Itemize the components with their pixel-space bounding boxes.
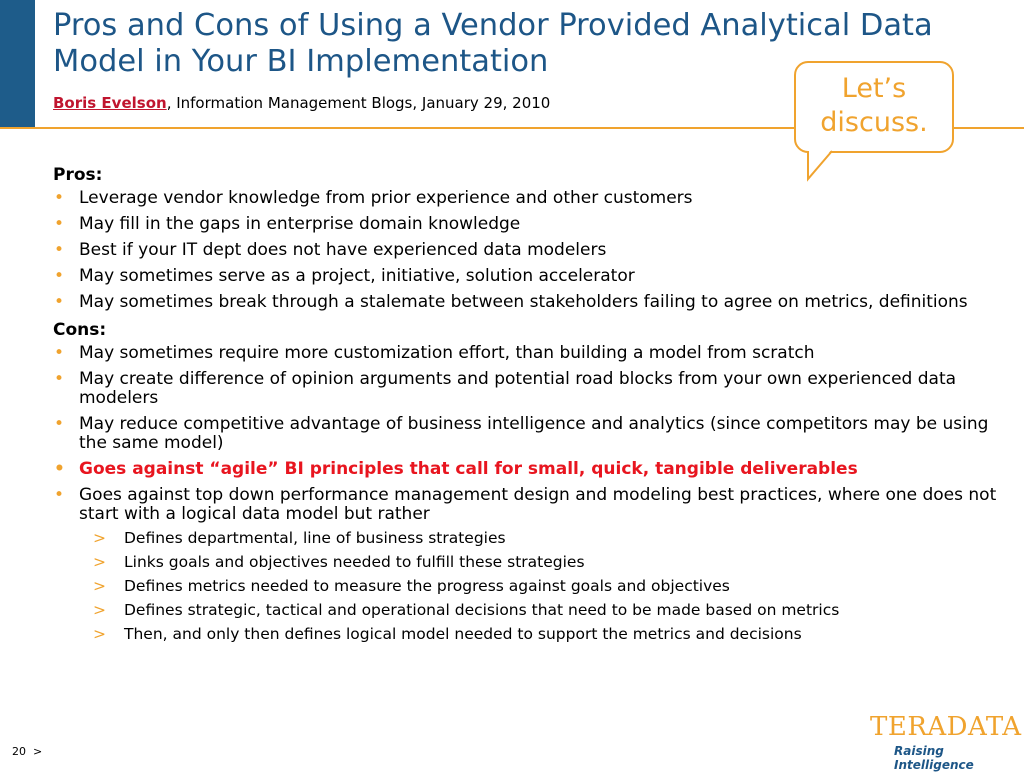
cons-item-text: Goes against top down performance management design and modeling best practices, where one does not start with a logical data model but rather [79, 485, 997, 524]
bullet-icon: • [54, 214, 65, 234]
cons-sublist [79, 530, 1013, 643]
pros-item-text: Leverage vendor knowledge from prior experience and other customers [79, 188, 693, 208]
slide-title: Pros and Cons of Using a Vendor Provided Analytical Data Model in Your BI Implementation [53, 8, 933, 79]
cons-subitem-text: Then, and only then defines logical model needed to support the metrics and decisions [124, 625, 802, 643]
chevron-right-icon: > [93, 553, 106, 571]
cons-heading: Cons: [53, 320, 107, 340]
slide-footer [12, 745, 42, 758]
pros-item [53, 215, 1013, 234]
callout-tail [804, 149, 840, 183]
pros-heading: Pros: [53, 165, 103, 185]
pros-item [53, 293, 1013, 312]
pros-item [53, 241, 1013, 260]
cons-subitem-text: Links goals and objectives needed to fulfill these strategies [124, 553, 585, 571]
cons-subitem-text: Defines strategic, tactical and operational decisions that need to be made based on metrics [124, 601, 840, 619]
cons-subitem-text: Defines departmental, line of business strategies [124, 529, 506, 547]
pros-item [53, 267, 1013, 286]
cons-item-text: Goes against “agile” BI principles that call for small, quick, tangible deliverables [79, 459, 858, 479]
bullet-icon: • [54, 240, 65, 260]
cons-item-text: May create difference of opinion arguments and potential road blocks from your own experienced data modelers [79, 369, 957, 408]
cons-subitem [79, 530, 1013, 547]
logo-wordmark: TERADATA [870, 712, 1022, 742]
cons-item [53, 344, 1013, 363]
callout-text: Let’s discuss. [820, 73, 928, 138]
bullet-icon: • [54, 266, 65, 286]
page-number: 20 [12, 745, 26, 758]
pros-item-text: May sometimes serve as a project, initiative, solution accelerator [79, 266, 635, 286]
bullet-icon: • [54, 369, 65, 389]
chevron-right-icon: > [93, 601, 106, 619]
chevron-right-icon: > [93, 577, 106, 595]
chevron-right-icon: > [93, 625, 106, 643]
teradata-logo [870, 712, 1022, 772]
bullet-icon: • [54, 343, 65, 363]
byline-source: , Information Management Blogs, January 29, 2010 [166, 94, 551, 112]
bullet-icon: • [54, 292, 65, 312]
cons-item-highlighted [53, 460, 1013, 479]
cons-subitem [79, 626, 1013, 643]
cons-subitem [79, 554, 1013, 571]
byline [53, 93, 550, 113]
logo-tagline: Raising Intelligence [894, 744, 974, 772]
bullet-icon: • [54, 485, 65, 505]
cons-subitem [79, 602, 1013, 619]
cons-item [53, 486, 1013, 643]
author-link[interactable]: Boris Evelson [53, 94, 167, 112]
cons-list [53, 344, 1013, 643]
pros-item [53, 189, 1013, 208]
pros-item-text: May sometimes break through a stalemate between stakeholders failing to agree on metrics, definitions [79, 292, 968, 312]
title-accent-bar [0, 0, 35, 128]
pros-item-text: May fill in the gaps in enterprise domain knowledge [79, 214, 521, 234]
chevron-right-icon: > [93, 529, 106, 547]
cons-item-text: May sometimes require more customization effort, than building a model from scratch [79, 343, 815, 363]
cons-item [53, 370, 1013, 408]
bullet-icon: • [54, 459, 65, 479]
bullet-icon: • [54, 188, 65, 208]
bullet-icon: • [54, 414, 65, 434]
cons-subitem-text: Defines metrics needed to measure the progress against goals and objectives [124, 577, 730, 595]
pros-item-text: Best if your IT dept does not have experienced data modelers [79, 240, 607, 260]
page-marker: > [33, 745, 43, 758]
slide-body [53, 164, 1013, 650]
pros-list [53, 189, 1013, 312]
cons-subitem [79, 578, 1013, 595]
callout-bubble [794, 61, 954, 153]
cons-item [53, 415, 1013, 453]
cons-item-text: May reduce competitive advantage of business intelligence and analytics (since competitors may be using the same model) [79, 414, 989, 453]
